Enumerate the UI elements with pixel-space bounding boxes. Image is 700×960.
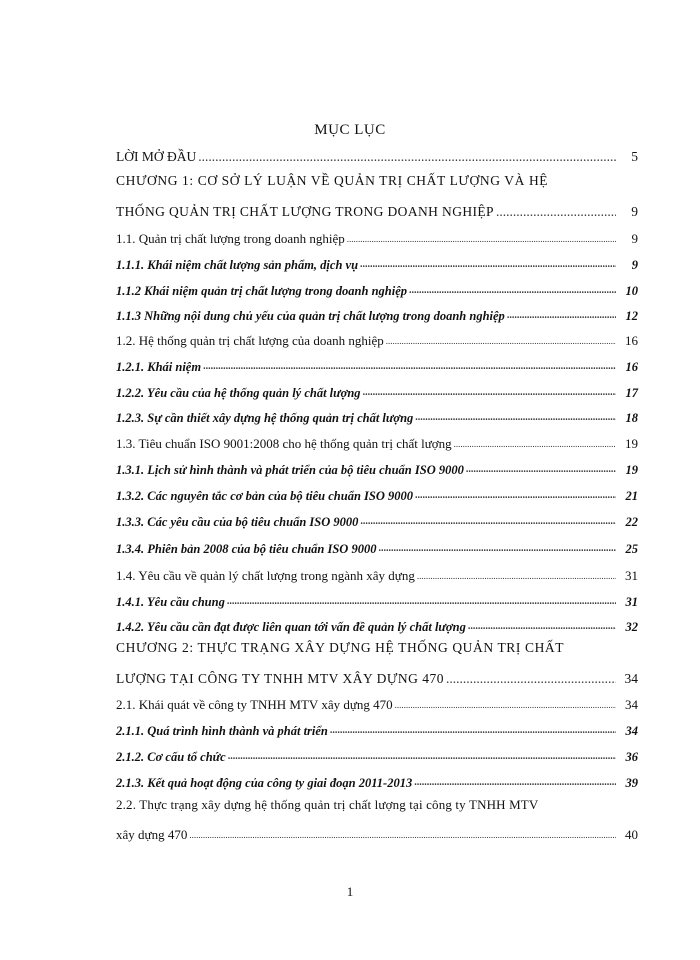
toc-label: 1.3.3. Các yêu cầu của bộ tiêu chuẩn ISO 9000 [116,515,359,529]
toc-label: 1.3.2. Các nguyên tắc cơ bản của bộ tiêu chuẩn ISO 9000 [116,489,414,503]
leader-dots [198,148,616,166]
leader-dots [395,695,616,714]
leader-dots [386,331,616,350]
toc-entry[interactable] [116,457,638,479]
toc-page: 22 [625,515,638,529]
toc-entry[interactable] [116,380,638,402]
toc-page: 34 [624,671,638,686]
toc-label: 1.1.3 Những nội dung chủ yếu của quản trị chất lượng trong doanh nghiệp [116,309,505,323]
leader-dots [228,746,616,766]
toc-page: 21 [625,489,638,503]
leader-dots [417,566,616,585]
toc-entry[interactable] [116,509,638,531]
toc-page: 34 [625,724,638,738]
page-title: MỤC LỤC [314,122,386,138]
toc-entry[interactable] [116,354,638,376]
toc-entry[interactable] [116,589,638,611]
leader-dots [466,459,616,479]
toc-label: 1.4.2. Yêu cầu cần đạt được liên quan tới vấn đề quản lý chất lượng [116,620,466,634]
toc-page: 19 [625,463,638,477]
leader-dots [415,407,616,427]
toc-page: 25 [625,542,638,556]
toc-entry[interactable] [116,431,638,453]
toc-entry[interactable] [116,278,638,300]
toc-entry[interactable] [116,303,638,325]
toc-page: 18 [625,411,638,425]
toc-page: 19 [625,436,638,451]
toc-entry[interactable] [116,226,638,248]
toc-page: 31 [625,568,638,583]
toc-page: 31 [625,595,638,609]
toc-entry[interactable] [116,483,638,505]
toc-entry[interactable] [116,405,638,427]
toc-page: 32 [625,620,638,634]
toc-page: 16 [625,360,638,374]
leader-dots [330,720,616,740]
toc-entry[interactable] [116,563,638,585]
leader-dots [507,305,616,325]
toc-page: 12 [625,309,638,323]
leader-dots [360,254,616,274]
toc-label: 1.2.1. Khái niệm [116,360,202,374]
leader-dots [347,229,616,248]
leader-dots [360,511,616,531]
toc-entry[interactable] [116,770,638,792]
toc-page: 10 [625,284,638,298]
toc-label: 1.4.1. Yêu cầu chung [116,595,225,609]
toc-label: 1.1.1. Khái niệm chất lượng sản phẩm, dịch vụ [116,258,359,272]
toc-label: 1.3.4. Phiên bản 2008 của bộ tiêu chuẩn ISO 9000 [116,542,377,556]
toc-label: 1.3. Tiêu chuẩn ISO 9001:2008 cho hệ thống quản trị chất lượng [116,436,452,451]
toc-label: 1.2.2. Yêu cầu của hệ thống quản lý chất lượng [116,386,361,400]
toc-entry[interactable] [116,328,638,350]
toc-page: 16 [625,333,638,348]
toc-label: 2.2. Thực trạng xây dựng hệ thống quản trị chất lượng tại công ty TNHH MTV [116,797,539,812]
toc-entry[interactable] [116,144,638,166]
toc-label: 1.2.3. Sự cần thiết xây dựng hệ thống quản trị chất lượng [116,411,414,425]
leader-dots [468,616,616,636]
toc-entry[interactable] [116,692,638,714]
toc-label: CHƯƠNG 2: THỰC TRẠNG XÂY DỰNG HỆ THỐNG QUẢN TRỊ CHẤT [116,640,565,655]
toc-page: 17 [625,386,638,400]
toc-label: xây dựng 470 [116,827,188,842]
toc-page: 40 [625,827,638,842]
leader-dots [415,485,616,505]
leader-dots [409,280,616,300]
toc-entry[interactable] [116,536,638,558]
leader-dots [363,382,616,402]
toc-page: 34 [625,697,638,712]
toc-entry[interactable] [116,639,638,661]
toc-entry[interactable] [116,614,638,636]
leader-dots [189,825,616,844]
leader-dots [203,356,616,376]
leader-dots [454,434,616,453]
toc-label: 1.2. Hệ thống quản trị chất lượng của doanh nghiệp [116,333,384,348]
toc-label: THỐNG QUẢN TRỊ CHẤT LƯỢNG TRONG DOANH NGHIỆP [116,204,494,219]
toc-entry[interactable] [116,666,638,688]
toc-label: 2.1. Khái quát về công ty TNHH MTV xây dựng 470 [116,697,393,712]
leader-dots [414,772,616,792]
toc-page: 9 [631,258,638,272]
toc-label: 1.1. Quản trị chất lượng trong doanh nghiệp [116,231,345,246]
toc-page: 9 [631,231,638,246]
toc-label: 1.3.1. Lịch sử hình thành và phát triển của bộ tiêu chuẩn ISO 9000 [116,463,464,477]
toc-label: 1.4. Yêu cầu về quản lý chất lượng trong ngành xây dựng [116,568,415,583]
toc-label: LƯỢNG TẠI CÔNG TY TNHH MTV XÂY DỰNG 470 [116,671,444,686]
toc-entry[interactable] [116,744,638,766]
toc-label: CHƯƠNG 1: CƠ SỞ LÝ LUẬN VỀ QUẢN TRỊ CHẤT LƯỢNG VÀ HỆ [116,173,549,188]
toc-label: 2.1.2. Cơ cấu tổ chức [116,750,226,764]
leader-dots [378,538,616,558]
leader-dots [227,591,616,611]
toc-label: LỜI MỞ ĐẦU [116,149,197,164]
toc-label: 1.1.2 Khái niệm quản trị chất lượng trong doanh nghiệp [116,284,408,298]
toc-label: 2.1.3. Kết quả hoạt động của công ty giai đoạn 2011-2013 [116,776,413,790]
toc-label: 2.1.1. Quá trình hình thành và phát triển [116,724,328,738]
toc-entry[interactable] [116,172,638,194]
toc-entry[interactable] [116,252,638,274]
toc-page: 5 [631,149,638,164]
toc-entry[interactable] [116,822,638,844]
toc-page: 9 [631,204,638,219]
leader-dots [496,203,616,221]
toc-entry[interactable] [116,796,638,818]
toc-page: 39 [625,776,638,790]
leader-dots [446,670,616,688]
toc-page: 36 [625,750,638,764]
toc-entry[interactable] [116,718,638,740]
page-number: 1 [346,884,354,899]
toc-entry[interactable] [116,199,638,221]
